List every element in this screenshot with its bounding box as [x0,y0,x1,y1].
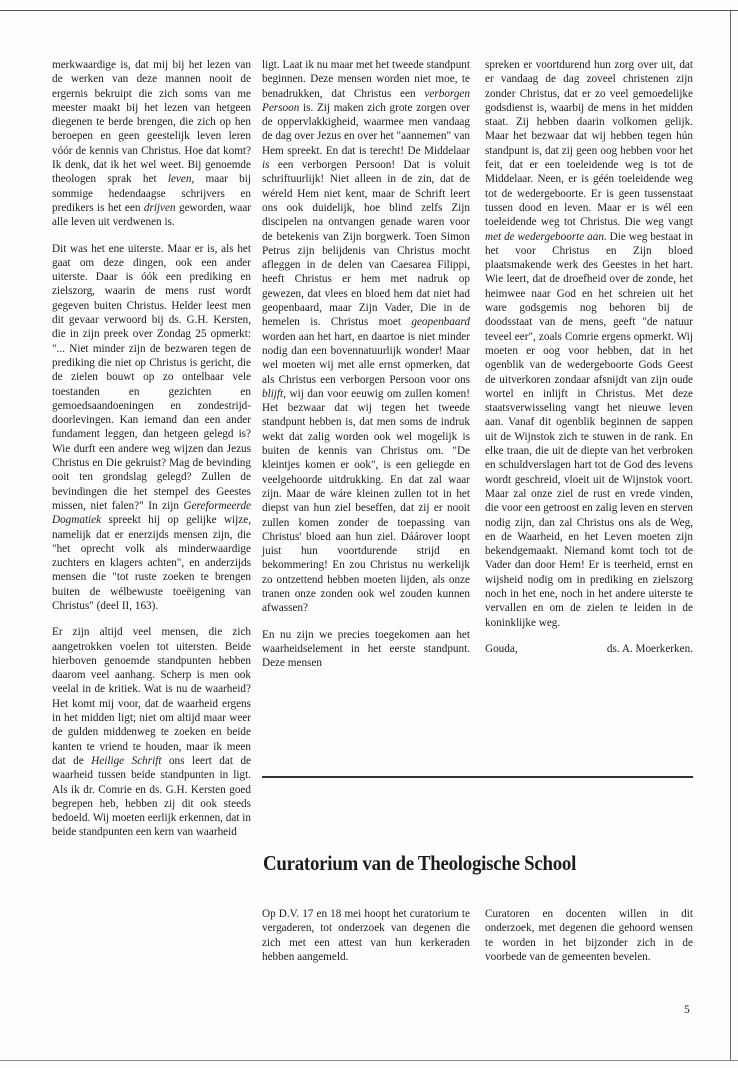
text-run: een verborgen Persoon! Dat is voluit schriftuurlijk! Niet alleen in de zin, dat de wéreld Hem niet kent, maar de Schrift leert ons ook duidelijk, hoe blind zelfs Zijn discipelen na ontvangen genade waren voor de betekenis van Zijn borgwerk. Toen Simon Petrus zijn belijdenis van Christus mocht afleggen in de delen van Caesarea Filippi, heeft Christus er hem met nadruk op gewezen, dat vlees en bloed hem dat niet had geopenbaard, maar Zijn Vader, Die in de hemelen is. Christus moet [262,159,471,329]
emphasis: drijven [143,201,176,214]
text-run: ons leert dat de waarheid tussen beide standpunten in ligt. Als ik dr. Comrie en ds. G.H. Kersten goed begrepen heb, hebben zij dit ook steeds bedoeld. Wij moeten eerlijk erkennen, dat in beide standpunten een kern van waarheid [52,754,252,839]
text-run: En nu zijn we precies toegekomen aan het waarheidselement in het eerste standpunt. Deze mensen [262,628,470,670]
paragraph [52,625,251,839]
text-run: is. Zij maken zich grote zorgen over de oppervlakkigheid, waarmee men vandaag de dag over Jezus en over het "aannemen" van Hem spreekt. En dat is terecht! De Middelaar [262,101,471,157]
text-run: Dit was het ene uiterste. Maar er is, als het gaat om deze dingen, ook een ander uiterste. Daar is óók een prediking en zielszorg, waarin de mens rust wordt gegeven buiten Christus. Helder leest men dit gevaar verwoord bij ds. G.H. Kersten, die in zijn preek over Zondag 25 opmerkt: "... Niet minder zijn de bezwaren tegen de prediking die niet op Christus is gericht, die de zielen bouwt op zo ontelbaar vele toestanden en gezichten en gemoedsaandoeningen en zondestrijd-doorlevingen. Kan iemand dan een ander fundament leggen, dan hetgeen gelegd is? Wie durft een andere weg wijzen dan Jezus Christus en Die gekruist? Mag de bevinding ooit ten grondslag gelegd? Zullen de bevindingen die het stempel des Geestes missen, niet falen?" In zijn [52,242,251,512]
page-number: 5 [684,1004,690,1016]
text-run: wij dan voor eeuwig om zullen komen! Het bezwaar dat wij tegen het tweede standpunt hebben is, dat men soms de indruk wekt dat zalig worden ook wel mogelijk is buiten de kennis van Christus om. "De kleintjes komen er ook", is een geliegde en veelgehoorde uitdrukking. En dat zal waar zijn. Maar de wáre kleinen zullen tot in het diepst van hun ziel beseffen, dat zij er nooit zullen komen zonder de toepassing van Christus' bloed aan hun ziel. Dáárover loopt juist hun voortdurende strijd en bekommering! En zou Christus nu werkelijk zo ontzettend hebben moeten lijden, als onze tranen onze zonden ook wel zouden kunnen afwassen? [262,387,470,615]
top-border-line [0,10,738,11]
text-run: geworden, waar alle leven uit verdwenen is. [52,201,252,229]
article-column-3 [485,58,693,748]
emphasis: Gereformeerde Dogmatiek [52,499,252,527]
text-run: Er zijn altijd veel mensen, die zich aangetrokken voelen tot uitersten. Beide hierboven genoemde standpunten hebben daarom veel aanhang. Scherp is men ook veelal in de kritiek. Wat is nu de waarheid? Het komt mij voor, dat de waarheid ergens in het midden ligt; niet om altijd maar weer de gulden middenweg te zoeken en beide kanten te vriend te houden, maar ik meen dat de [52,626,251,767]
text-run: spreken er voortdurend hun zorg over uit, dat er vandaag de dag zoveel christenen zijn zonder Christus, dat er zo veel gemoedelijke godsdienst is, waarbij de mens in het midden staat. Zij hebben daarin volkomen gelijk. Maar het bezwaar dat wij hebben tegen hún standpunt is, dat zij geen oog hebben voor het feit, dat er een toeleidende weg is tot de Middelaar. Neen, er is géén toeleidende weg tot de wedergeboorte. Er is geen tussenstaat tussen dood en leven. Maar er is wél een toeleidende weg tot Christus. Die weg vangt [485,59,693,229]
announcement-column-left [262,907,470,977]
emphasis: met de wedergeboorte aan. [485,230,607,243]
text-run: ligt. Laat ik nu maar met het tweede standpunt beginnen. Deze mensen worden niet moe, te benadrukken, dat Christus een [262,59,470,100]
paragraph [262,58,470,616]
paragraph: Op D.V. 17 en 18 mei hoopt het curatorium te vergaderen, tot onderzoek van degenen die zich met een attest van hun kerkeraden hebben aangemeld. [262,908,470,963]
paragraph [262,628,470,671]
announcement-column-right [485,907,693,977]
paragraph [52,58,251,230]
signature-author: ds. A. Moerkerken. [606,642,693,655]
section-divider [262,776,693,778]
emphasis: Heilige Schrift [91,754,162,767]
text-run: merkwaardige is, dat mij bij het lezen van de werken van deze mannen nooit de ergernis bekruipt die zich soms van me meester maakt bij het lezen van hetgeen diegenen te berde brengen, die zich op hen beroepen en geen geestelijk leven leren vóór de kennis van Christus. Hoe dat komt? Ik denk, dat ik het wel weet. Bij genoemde theologen sprak het [52,59,251,186]
section-heading: Curatorium van de Theologische School [263,851,577,875]
text-run: Die weg bestaat in het voor Christus en Zijn bloed plaatsmakende werk des Geestes in het hart. Wie leert, dat de droefheid over de zonde, het heimwee naar God en het schreien uit het ware godsgemis nog behoren bij de doodsstaat van de mens, geeft "de natuur teveel eer", zoals Comrie ergens opmerkt. Wij moeten er oog voor hebben, dat in het ogenblik van de wedergeboorte Gods Geest de uitverkoren zondaar afsnijdt van zijn oude wortel en inlijft in Christus. Met deze staatsverwisseling vangt het nieuwe leven aan. Vanaf dit ogenblik beginnen de sappen uit de Wijnstok zich te stuwen in de rank. En elke traan, die uit de diepte van het verbroken en schuldverslagen hart tot de God des levens wordt geschreid, vloeit uit de Wijnstok voort. Maar zal onze ziel de rust en vrede vinden, die voor een getroost en zalig leven en sterven nodig zijn, dan zal Christus ons als de Weg, en de Waarheid, en het Leven moeten zijn bekendgemaakt. Niemand komt toch tot de Vader dan door Hem! Er is teerheid, ernst en wijsheid nodig om in prediking en zielszorg noch in het ene, noch in het andere uiterste te vervallen en om de zielen te leiden in de koninklijke weg. [485,230,693,629]
signature-line [485,642,693,656]
emphasis: is [262,159,270,172]
bottom-border-line [0,1060,738,1061]
emphasis: blijft, [262,387,286,400]
paragraph [485,58,693,630]
text-run: worden aan het hart, en daartoe is niet minder nodig dan een bovennatuurlijk wonder! Maar wel moeten wij met alle ernst opmerken, dat als Christus een verborgen Persoon voor ons [262,330,470,386]
article-column-2 [262,58,470,768]
paragraph: Curatoren en docenten willen in dit onderzoek, met degenen die gehoord wensen te worden in het bijzonder zich in de voorbede van de gemeenten bevelen. [485,908,693,963]
article-column-1 [52,58,252,839]
paragraph [52,242,251,614]
signature-place: Gouda, [485,642,518,655]
text-run: spreekt hij op gelijke wijze, namelijk dat er enerzijds mensen zijn, die "het oprecht volk als minderwaardige zuchters en klagers achten", en anderzijds mensen die "tot ruste zoeken te brengen buiten de wélbewuste toeëigening van Christus" (deel II, 163). [52,514,252,612]
emphasis: geopenbaard [411,316,470,329]
text-run: maar bij sommige hedendaagse schrijvers en predikers is het een [52,173,251,214]
emphasis: verborgen Persoon [262,87,470,114]
right-border-line [730,10,731,1060]
emphasis: leven, [167,173,195,186]
